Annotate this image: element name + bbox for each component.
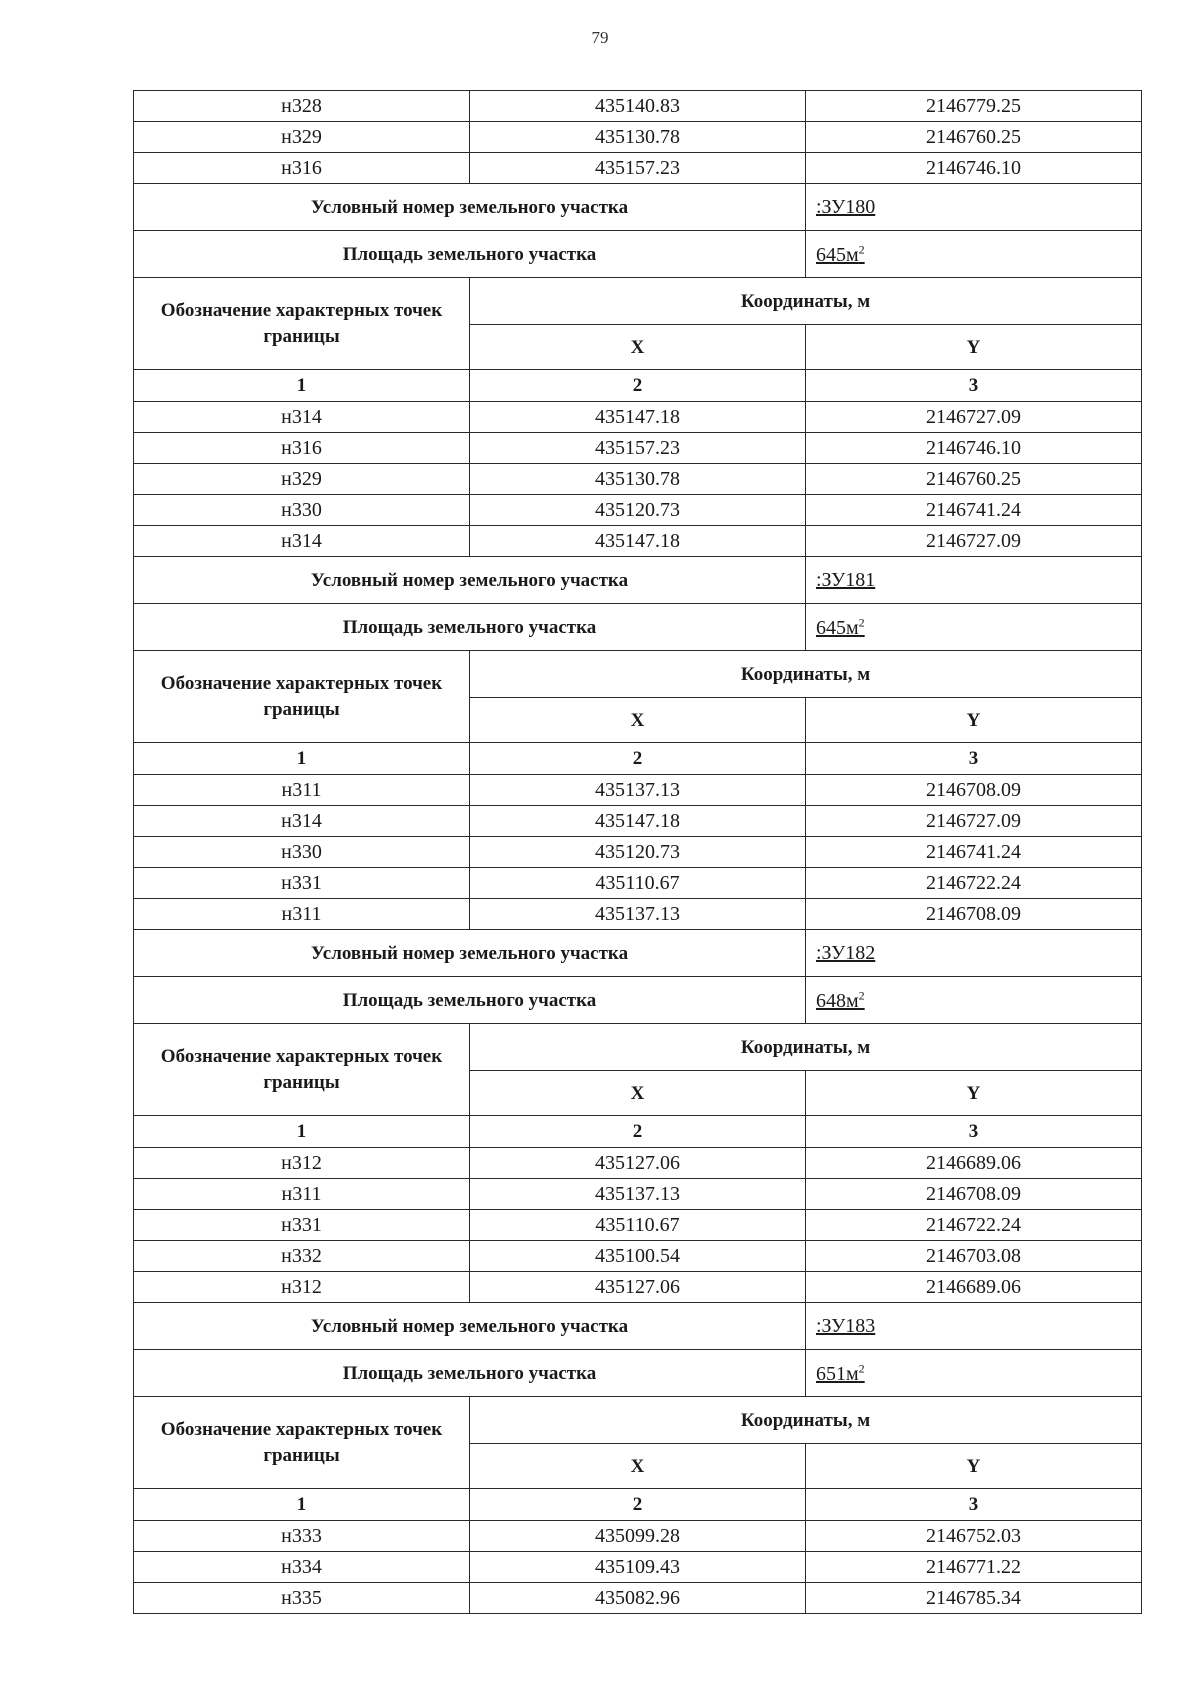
plot-area-unit-exponent: 2 <box>858 1361 865 1376</box>
table-row <box>134 122 1142 153</box>
table-row <box>134 806 1142 837</box>
table-row <box>134 1241 1142 1272</box>
plot-area-row <box>134 1350 1142 1397</box>
x-coordinate: 435099.28 <box>470 1521 806 1552</box>
x-coordinate: 435127.06 <box>470 1148 806 1179</box>
table-row <box>134 153 1142 184</box>
table-row <box>134 1210 1142 1241</box>
point-name: н328 <box>134 91 470 122</box>
y-coordinate: 2146708.09 <box>806 899 1142 930</box>
y-coordinate: 2146689.06 <box>806 1148 1142 1179</box>
y-coordinate: 2146752.03 <box>806 1521 1142 1552</box>
coordinates-header-row <box>134 278 1142 325</box>
cadastral-number-row <box>134 1303 1142 1350</box>
point-name: н331 <box>134 868 470 899</box>
x-coordinate: 435110.67 <box>470 1210 806 1241</box>
plot-area-number: 651м <box>816 1362 859 1385</box>
table-row <box>134 1179 1142 1210</box>
plot-area-unit-exponent: 2 <box>858 242 865 257</box>
y-coordinate: 2146703.08 <box>806 1241 1142 1272</box>
y-header: Y <box>806 1444 1142 1489</box>
cadastral-number-label: Условный номер земельного участка <box>134 184 806 231</box>
point-name: н311 <box>134 899 470 930</box>
plot-area-unit-exponent: 2 <box>858 988 865 1003</box>
point-name: н314 <box>134 402 470 433</box>
table-row <box>134 1583 1142 1614</box>
point-name: н329 <box>134 122 470 153</box>
x-header: X <box>470 325 806 370</box>
point-name: н312 <box>134 1272 470 1303</box>
point-designation-header: Обозначение характерных точек границы <box>134 651 470 743</box>
point-name: н330 <box>134 837 470 868</box>
cadastral-number-label: Условный номер земельного участка <box>134 1303 806 1350</box>
table-row <box>134 433 1142 464</box>
y-coordinate: 2146785.34 <box>806 1583 1142 1614</box>
plot-area-value <box>806 231 1142 278</box>
x-header: X <box>470 698 806 743</box>
y-coordinate: 2146727.09 <box>806 526 1142 557</box>
cadastral-number-text: :ЗУ182 <box>816 942 876 964</box>
table-row <box>134 1148 1142 1179</box>
x-coordinate: 435137.13 <box>470 775 806 806</box>
x-coordinate: 435127.06 <box>470 1272 806 1303</box>
y-coordinate: 2146741.24 <box>806 837 1142 868</box>
cadastral-number-value <box>806 1303 1142 1350</box>
point-designation-header: Обозначение характерных точек границы <box>134 1024 470 1116</box>
plot-area-label: Площадь земельного участка <box>134 604 806 651</box>
point-name: н316 <box>134 153 470 184</box>
plot-area-number: 645м <box>816 616 859 639</box>
cadastral-number-value <box>806 930 1142 977</box>
x-coordinate: 435110.67 <box>470 868 806 899</box>
point-designation-header: Обозначение характерных точек границы <box>134 1397 470 1489</box>
x-coordinate: 435120.73 <box>470 495 806 526</box>
y-coordinate: 2146741.24 <box>806 495 1142 526</box>
table-row <box>134 1521 1142 1552</box>
point-name: н314 <box>134 806 470 837</box>
plot-area-text <box>816 244 865 266</box>
x-coordinate: 435109.43 <box>470 1552 806 1583</box>
point-name: н335 <box>134 1583 470 1614</box>
plot-area-number: 648м <box>816 989 859 1012</box>
plot-area-unit-exponent: 2 <box>858 615 865 630</box>
x-coordinate: 435147.18 <box>470 806 806 837</box>
point-name: н314 <box>134 526 470 557</box>
x-coordinate: 435147.18 <box>470 526 806 557</box>
plot-area-value <box>806 604 1142 651</box>
y-coordinate: 2146760.25 <box>806 464 1142 495</box>
table-row <box>134 1272 1142 1303</box>
y-coordinate: 2146760.25 <box>806 122 1142 153</box>
column-number: 2 <box>470 370 806 402</box>
y-coordinate: 2146746.10 <box>806 153 1142 184</box>
plot-area-text <box>816 1363 865 1385</box>
coordinates-header: Координаты, м <box>470 651 1142 698</box>
plot-area-row <box>134 604 1142 651</box>
plot-area-label: Площадь земельного участка <box>134 231 806 278</box>
cadastral-number-value <box>806 184 1142 231</box>
column-number-row <box>134 370 1142 402</box>
point-name: н331 <box>134 1210 470 1241</box>
plot-area-value <box>806 1350 1142 1397</box>
plot-area-label: Площадь земельного участка <box>134 1350 806 1397</box>
column-number: 1 <box>134 1489 470 1521</box>
y-coordinate: 2146708.09 <box>806 1179 1142 1210</box>
plot-area-value <box>806 977 1142 1024</box>
point-designation-header: Обозначение характерных точек границы <box>134 278 470 370</box>
x-coordinate: 435157.23 <box>470 433 806 464</box>
page-number: 79 <box>591 28 609 47</box>
plot-area-row <box>134 231 1142 278</box>
column-number: 1 <box>134 370 470 402</box>
column-number: 1 <box>134 743 470 775</box>
x-coordinate: 435100.54 <box>470 1241 806 1272</box>
coordinates-header: Координаты, м <box>470 1397 1142 1444</box>
table-row <box>134 1552 1142 1583</box>
y-header: Y <box>806 325 1142 370</box>
y-coordinate: 2146779.25 <box>806 91 1142 122</box>
x-coordinate: 435130.78 <box>470 464 806 495</box>
column-number-row <box>134 743 1142 775</box>
point-name: н334 <box>134 1552 470 1583</box>
table-row <box>134 868 1142 899</box>
y-coordinate: 2146722.24 <box>806 1210 1142 1241</box>
cadastral-number-label: Условный номер земельного участка <box>134 930 806 977</box>
coordinates-header-row <box>134 651 1142 698</box>
column-number: 1 <box>134 1116 470 1148</box>
column-number-row <box>134 1116 1142 1148</box>
column-number: 2 <box>470 1116 806 1148</box>
column-number: 2 <box>470 1489 806 1521</box>
y-coordinate: 2146727.09 <box>806 402 1142 433</box>
column-number: 2 <box>470 743 806 775</box>
y-coordinate: 2146727.09 <box>806 806 1142 837</box>
y-coordinate: 2146746.10 <box>806 433 1142 464</box>
cadastral-number-row <box>134 557 1142 604</box>
point-name: н316 <box>134 433 470 464</box>
column-number: 3 <box>806 370 1142 402</box>
y-header: Y <box>806 1071 1142 1116</box>
plot-area-number: 645м <box>816 243 859 266</box>
plot-area-text <box>816 617 865 639</box>
point-name: н332 <box>134 1241 470 1272</box>
y-coordinate: 2146771.22 <box>806 1552 1142 1583</box>
table-row <box>134 899 1142 930</box>
cadastral-number-value <box>806 557 1142 604</box>
coordinates-header-row <box>134 1024 1142 1071</box>
cadastral-number-row <box>134 184 1142 231</box>
x-coordinate: 435140.83 <box>470 91 806 122</box>
table-row <box>134 91 1142 122</box>
x-coordinate: 435137.13 <box>470 899 806 930</box>
point-name: н329 <box>134 464 470 495</box>
cadastral-number-text: :ЗУ181 <box>816 569 876 591</box>
plot-area-text <box>816 990 865 1012</box>
cadastral-number-text: :ЗУ180 <box>816 196 876 218</box>
table-row <box>134 526 1142 557</box>
point-name: н333 <box>134 1521 470 1552</box>
table-row <box>134 402 1142 433</box>
table-row <box>134 464 1142 495</box>
boundary-coordinates-table <box>133 90 1142 1614</box>
table-row <box>134 775 1142 806</box>
x-coordinate: 435082.96 <box>470 1583 806 1614</box>
coordinates-header: Координаты, м <box>470 1024 1142 1071</box>
y-coordinate: 2146708.09 <box>806 775 1142 806</box>
cadastral-number-text: :ЗУ183 <box>816 1315 876 1337</box>
plot-area-label: Площадь земельного участка <box>134 977 806 1024</box>
x-coordinate: 435147.18 <box>470 402 806 433</box>
y-header: Y <box>806 698 1142 743</box>
coordinates-header-row <box>134 1397 1142 1444</box>
point-name: н311 <box>134 1179 470 1210</box>
x-coordinate: 435137.13 <box>470 1179 806 1210</box>
column-number-row <box>134 1489 1142 1521</box>
coordinates-header: Координаты, м <box>470 278 1142 325</box>
y-coordinate: 2146722.24 <box>806 868 1142 899</box>
plot-area-row <box>134 977 1142 1024</box>
x-coordinate: 435120.73 <box>470 837 806 868</box>
x-header: X <box>470 1071 806 1116</box>
table-row <box>134 837 1142 868</box>
cadastral-number-row <box>134 930 1142 977</box>
point-name: н312 <box>134 1148 470 1179</box>
point-name: н311 <box>134 775 470 806</box>
column-number: 3 <box>806 1116 1142 1148</box>
x-header: X <box>470 1444 806 1489</box>
column-number: 3 <box>806 743 1142 775</box>
point-name: н330 <box>134 495 470 526</box>
cadastral-number-label: Условный номер земельного участка <box>134 557 806 604</box>
column-number: 3 <box>806 1489 1142 1521</box>
table-row <box>134 495 1142 526</box>
y-coordinate: 2146689.06 <box>806 1272 1142 1303</box>
x-coordinate: 435130.78 <box>470 122 806 153</box>
x-coordinate: 435157.23 <box>470 153 806 184</box>
